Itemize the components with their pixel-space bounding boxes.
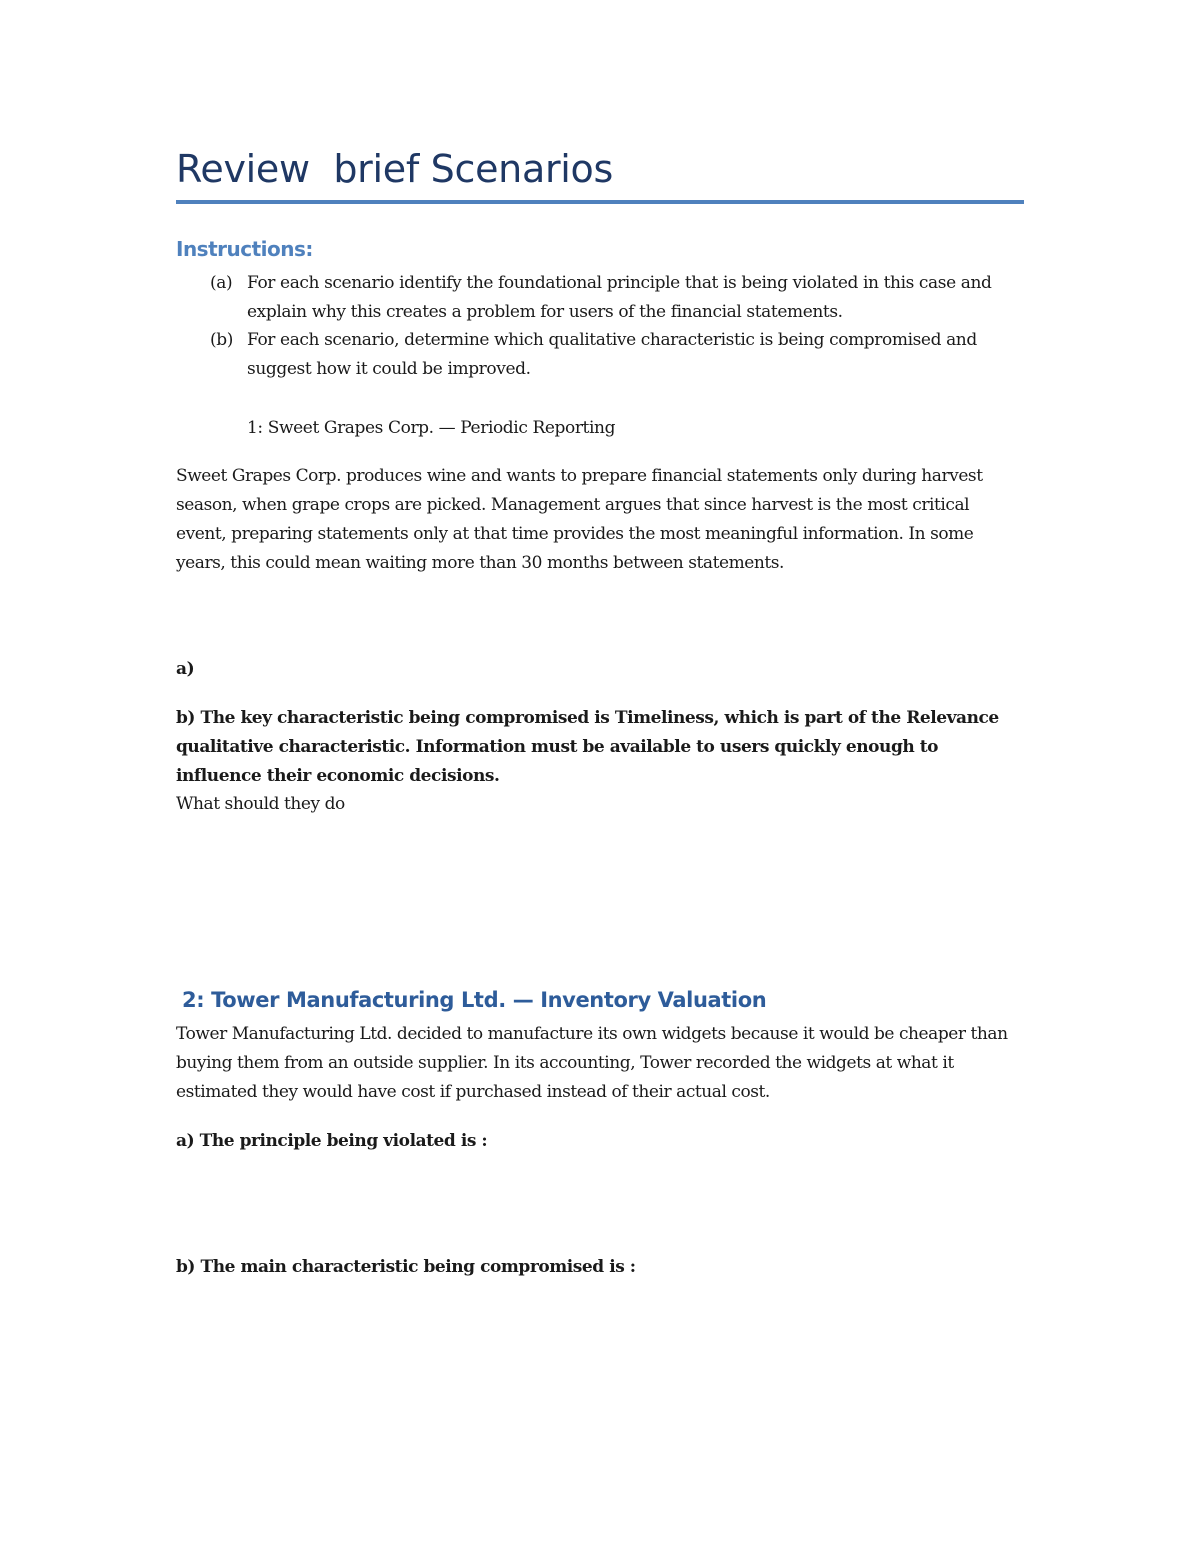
instruction-text-b: For each scenario, determine which qualitative characteristic is being compromised and suggest how it could be improved. — [247, 330, 977, 379]
scenario1-answer-a: a) — [176, 659, 195, 679]
instructions-heading: Instructions: — [176, 237, 313, 261]
scenario1-answer-b: b) The key characteristic being compromised is Timeliness, which is part of the Relevance qualitative characteristic. Information must be available to users quickly enough to influence their economic decisions. — [176, 708, 999, 786]
scenario1-followup: What should they do — [176, 794, 345, 814]
scenario1-label: 1: Sweet Grapes Corp. — Periodic Reporting — [247, 418, 616, 438]
instruction-marker-b: (b) — [210, 330, 233, 350]
title-underline-rule — [176, 200, 1024, 204]
instruction-text-a: For each scenario identify the foundational principle that is being violated in this case and explain why this creates a problem for users of the financial statements. — [247, 273, 992, 322]
scenario1-description: Sweet Grapes Corp. produces wine and wants to prepare financial statements only during harvest season, when grape crops are picked. Management argues that since harvest is the most critical event, preparing statements only at that time provides the most meaningful information. In some years, this could mean waiting more than 30 months between statements. — [176, 466, 983, 573]
instruction-marker-a: (a) — [210, 273, 233, 293]
scenario2-heading: 2: Tower Manufacturing Ltd. — Inventory Valuation — [182, 988, 767, 1012]
instruction-item-b — [210, 326, 1030, 384]
document-title: Review brief Scenarios — [176, 147, 613, 191]
instruction-item-a — [210, 269, 1030, 327]
scenario2-answer-a: a) The principle being violated is : — [176, 1131, 488, 1151]
scenario2-description: Tower Manufacturing Ltd. decided to manufacture its own widgets because it would be cheaper than buying them from an outside supplier. In its accounting, Tower recorded the widgets at what it estimated they would have cost if purchased instead of their actual cost. — [176, 1024, 1008, 1102]
scenario2-answer-b: b) The main characteristic being compromised is : — [176, 1257, 636, 1277]
